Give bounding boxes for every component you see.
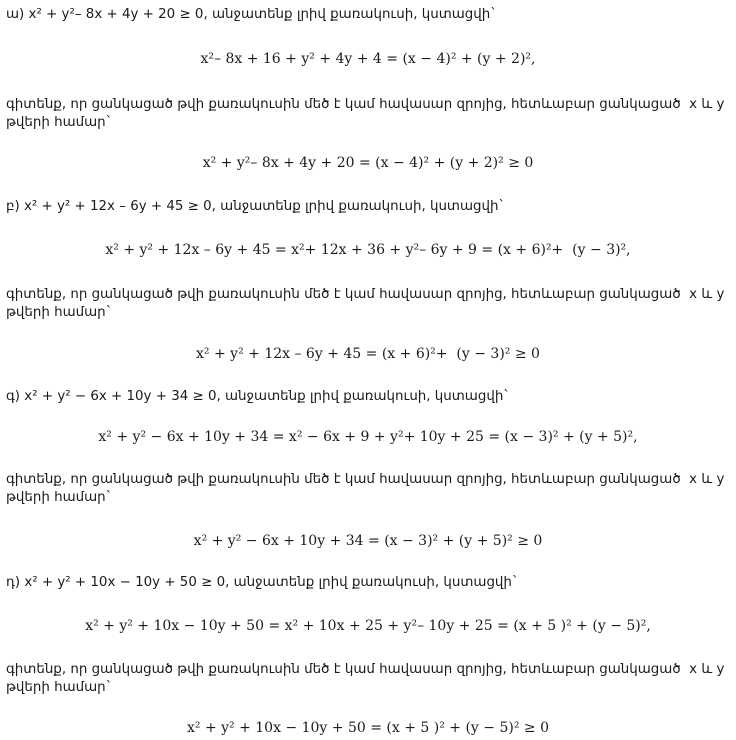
section-a-identity: x²– 8x + 16 + y² + 4y + 4 = (x − 4)² + (y + 2)²,: [200, 51, 536, 67]
section-a-note-line1: գիտենք, որ ցանկացած թվի քառակուսին մեծ է կամ հավասար զրոյից, հետևաբար ցանկացած x և y: [6, 97, 725, 112]
section-b-conclusion: x² + y² + 12x – 6y + 45 = (x + 6)²+ (y − 3)² ≥ 0: [196, 346, 540, 362]
section-d-identity: x² + y² + 10x − 10y + 50 = x² + 10x + 25 + y²– 10y + 25 = (x + 5 )² + (y − 5)²,: [85, 618, 651, 634]
section-b-note-line2: թվերի համար`: [6, 305, 113, 320]
section-d-note-line2: թվերի համար`: [6, 680, 113, 695]
section-a-header: ա) x² + y²– 8x + 4y + 20 ≥ 0, անջատենք լրիվ քառակուսի, կստացվի`: [6, 7, 497, 22]
section-b-note-line1: գիտենք, որ ցանկացած թվի քառակուսին մեծ է կամ հավասար զրոյից, հետևաբար ցանկացած x և y: [6, 287, 725, 302]
section-d-conclusion: x² + y² + 10x − 10y + 50 = (x + 5 )² + (y − 5)² ≥ 0: [186, 720, 549, 736]
section-c-note-line2: թվերի համար`: [6, 490, 113, 505]
section-c-conclusion: x² + y² − 6x + 10y + 34 = (x − 3)² + (y + 5)² ≥ 0: [193, 533, 543, 549]
section-d-note-line1: գիտենք, որ ցանկացած թվի քառակուսին մեծ է կամ հավասար զրոյից, հետևաբար ցանկացած x և y: [6, 662, 725, 677]
section-a-conclusion: x² + y²– 8x + 4y + 20 = (x − 4)² + (y + 2)² ≥ 0: [202, 155, 534, 171]
section-b-identity: x² + y² + 12x – 6y + 45 = x²+ 12x + 36 + y²– 6y + 9 = (x + 6)²+ (y − 3)²,: [105, 242, 631, 258]
section-d-header: դ) x² + y² + 10x − 10y + 50 ≥ 0, անջատենք լրիվ քառակուսի, կստացվի`: [6, 575, 519, 590]
section-a-note-line2: թվերի համար`: [6, 115, 113, 130]
section-c-header: գ) x² + y² − 6x + 10y + 34 ≥ 0, անջատենք լրիվ քառակուսի, կստացվի`: [6, 389, 511, 404]
section-c-identity: x² + y² − 6x + 10y + 34 = x² − 6x + 9 + y²+ 10y + 25 = (x − 3)² + (y + 5)²,: [98, 429, 638, 445]
section-b-header: բ) x² + y² + 12x – 6y + 45 ≥ 0, անջատենք լրիվ քառակուսի, կստացվի`: [6, 199, 506, 214]
section-c-note-line1: գիտենք, որ ցանկացած թվի քառակուսին մեծ է կամ հավասար զրոյից, հետևաբար ցանկացած x և y: [6, 472, 725, 487]
